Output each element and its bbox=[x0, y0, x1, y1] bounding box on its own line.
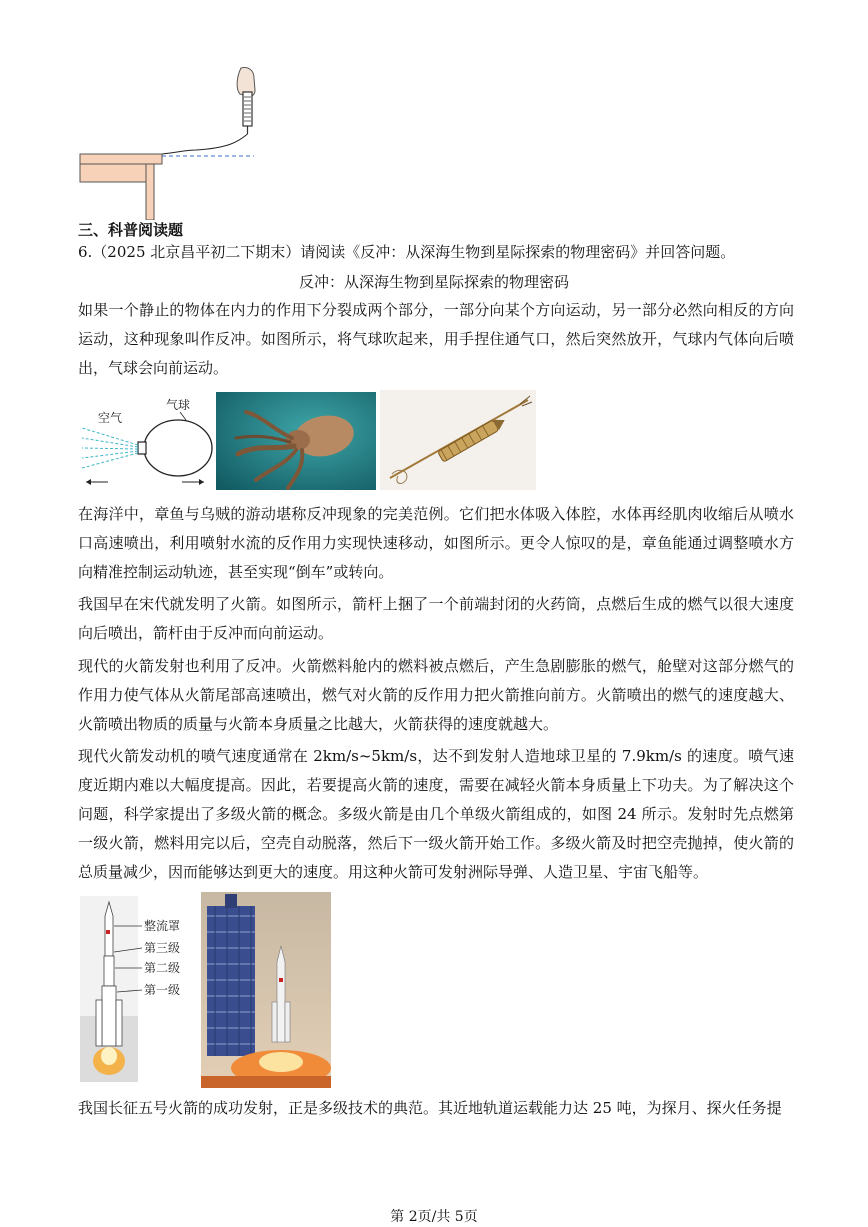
octopus-photo bbox=[216, 392, 376, 490]
rocket-label-stage-3: 第三级 bbox=[144, 941, 181, 955]
balloon-label: 气球 bbox=[166, 398, 191, 412]
paragraph-6: 我国长征五号火箭的成功发射，正是多级技术的典范。其近地轨道运载能力达 25 吨，为探月、探火任务提 bbox=[78, 1099, 782, 1117]
question-stem: 6.（2025 北京昌平初二下期末）请阅读《反冲：从深海生物到星际探索的物理密码》并回答问题。 bbox=[78, 243, 736, 261]
ancient-rocket-photo bbox=[380, 390, 536, 490]
spring-scale-figure bbox=[78, 64, 268, 220]
rocket-label-stage-1: 第一级 bbox=[144, 983, 181, 997]
page-footer: 第 2页/共 5页 bbox=[390, 1209, 478, 1225]
paragraph-3: 我国早在宋代就发明了火箭。如图所示，箭杆上捆了一个前端封闭的火药筒，点燃后生成的燃气以很大速度向后喷出，箭杆由于反冲而向前运动。 bbox=[78, 595, 794, 642]
rocket-label-fairing: 整流罩 bbox=[144, 919, 181, 933]
paragraph-1: 如果一个静止的物体在内力的作用下分裂成两个部分，一部分向某个方向运动，另一部分必然向相反的方向运动，这种现象叫作反冲。如图所示，将气球吹起来，用手捏住通气口，然后突然放开，气球内气体向后喷出，气球会向前运动。 bbox=[78, 301, 794, 377]
balloon-figure bbox=[78, 392, 218, 488]
table-leg bbox=[146, 164, 154, 220]
table-top bbox=[80, 154, 162, 164]
launch-pad-photo bbox=[201, 892, 331, 1088]
multistage-rocket-diagram bbox=[80, 896, 204, 1082]
balloon-shape bbox=[144, 420, 212, 476]
balloon-neck bbox=[138, 442, 146, 454]
table-body bbox=[80, 164, 146, 182]
paragraph-5: 现代火箭发动机的喷气速度通常在 2km/s~5km/s，达不到发射人造地球卫星的 7.9km/s 的速度。喷气速度近期内难以大幅度提高。因此，若要提高火箭的速度，需要在减轻火箭本身质量上下功夫。为了解决这个问题，科学家提出了多级火箭的概念。多级火箭是由几个单级火箭组成的，如图 24 所示。发射时先点燃第一级火箭，燃料用完以后，空壳自动脱落，然后下一级火箭开始工作。多级火箭及时把空壳抛掉，使火箭的总质量减少，因而能够达到更大的速度。用这种火箭可发射洲际导弹、人造卫星、宇宙飞船等。 bbox=[78, 747, 794, 881]
section-title: 三、科普阅读题 bbox=[78, 221, 184, 239]
air-label: 空气 bbox=[98, 411, 123, 425]
paragraph-2: 在海洋中，章鱼与乌贼的游动堪称反冲现象的完美范例。它们把水体吸入体腔，水体再经肌肉收缩后从喷水口高速喷出，利用喷射水流的反作用力实现快速移动，如图所示。更令人惊叹的是，章鱼能通过调整喷水方向精准控制运动轨迹，甚至实现“倒车”或转向。 bbox=[78, 505, 794, 581]
article-title: 反冲：从深海生物到星际探索的物理密码 bbox=[298, 273, 569, 291]
paragraph-4: 现代的火箭发射也利用了反冲。火箭燃料舱内的燃料被点燃后，产生急剧膨胀的燃气，舱壁对这部分燃气的作用力使气体从火箭尾部高速喷出，燃气对火箭的反作用力把火箭推向前方。火箭喷出的燃气的速度越大、火箭喷出物质的质量与火箭本身质量之比越大，火箭获得的速度就越大。 bbox=[78, 657, 794, 733]
rocket-label-stage-2: 第二级 bbox=[144, 961, 181, 975]
